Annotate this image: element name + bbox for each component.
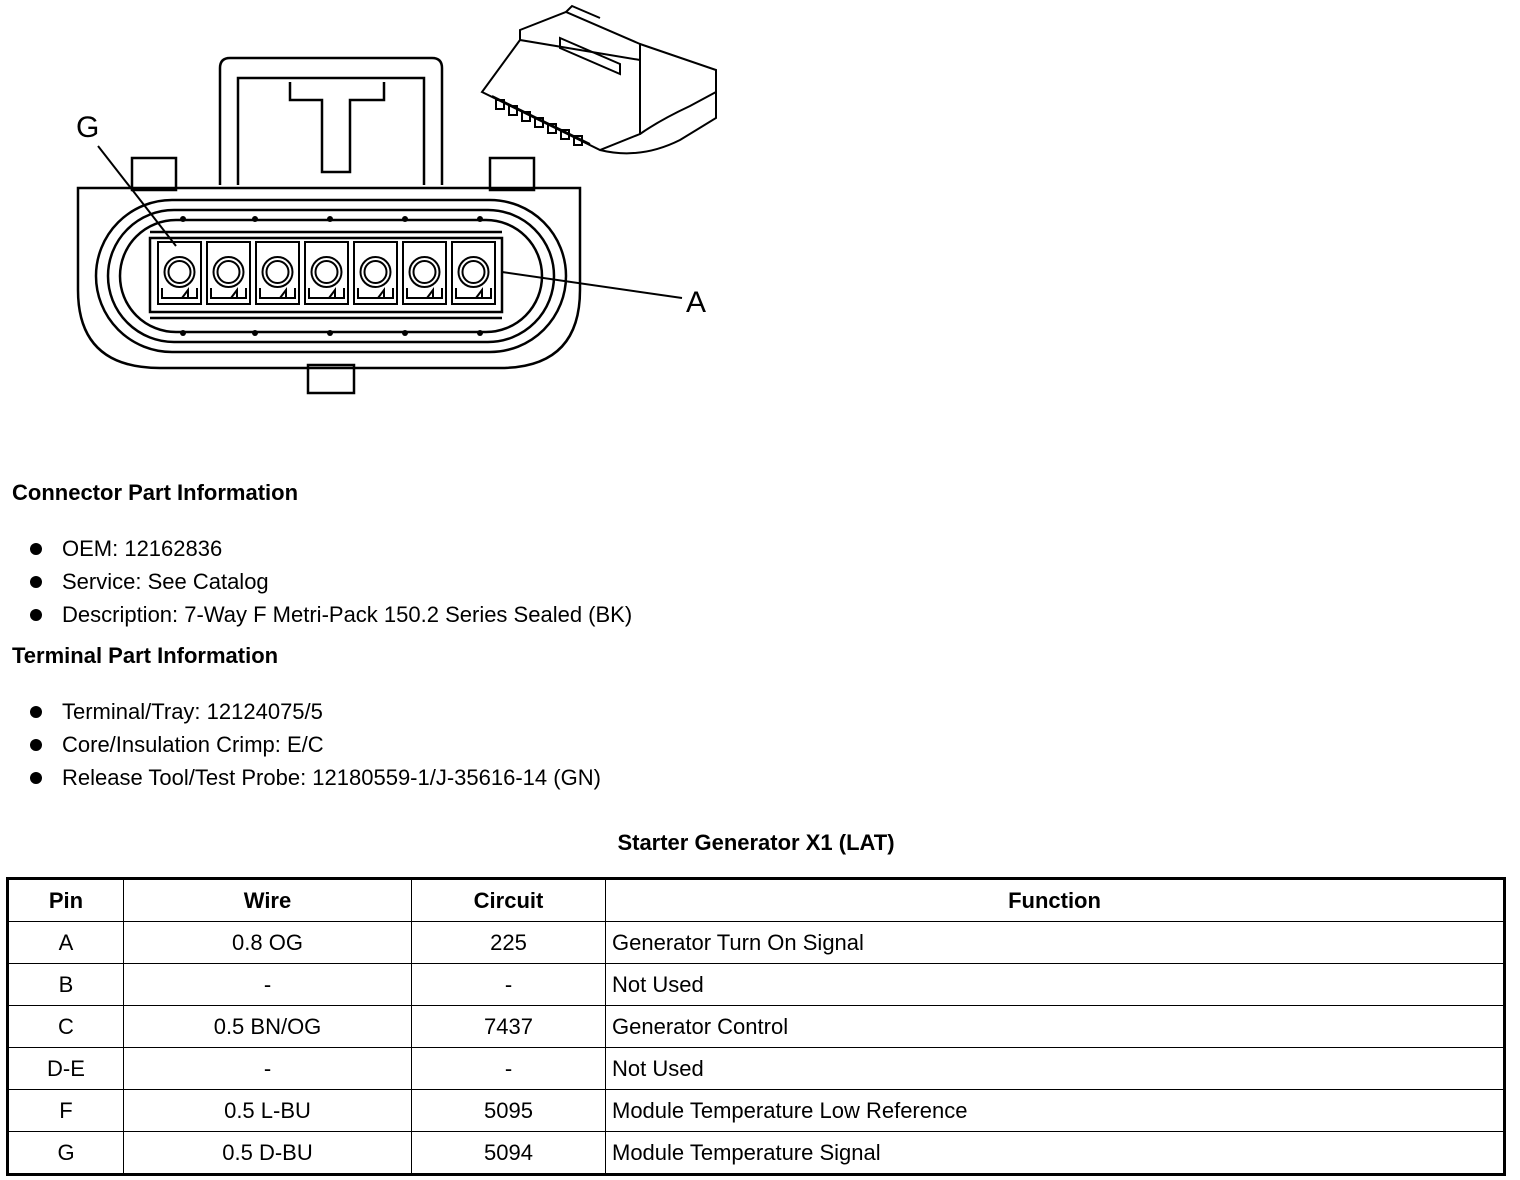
housing-dot [252, 330, 258, 336]
terminal-cavity [354, 242, 397, 304]
terminal-cavity [207, 242, 250, 304]
cell-function: Not Used [606, 1048, 1505, 1090]
cell-circuit: - [412, 964, 606, 1006]
connector-info-list [30, 532, 632, 631]
cell-function: Not Used [606, 964, 1505, 1006]
pin-label-g: G [76, 111, 100, 144]
cell-wire: - [124, 964, 412, 1006]
list-item: Release Tool/Test Probe: 12180559-1/J-35616-14 (GN) [30, 761, 601, 794]
housing-dot [252, 216, 258, 222]
table-row [8, 1132, 1505, 1175]
connector-perspective-icon [482, 6, 716, 153]
terminal-info-list [30, 695, 601, 794]
cell-circuit: 5095 [412, 1090, 606, 1132]
cell-pin: B [8, 964, 124, 1006]
list-item: Description: 7-Way F Metri-Pack 150.2 Series Sealed (BK) [30, 598, 632, 631]
cell-pin: C [8, 1006, 124, 1048]
cell-circuit: 5094 [412, 1132, 606, 1175]
terminal-cavity [452, 242, 495, 304]
housing-dot [180, 330, 186, 336]
housing-dot [180, 216, 186, 222]
header-function: Function [606, 879, 1505, 922]
cell-wire: 0.5 D-BU [124, 1132, 412, 1175]
cell-function: Module Temperature Signal [606, 1132, 1505, 1175]
table-row [8, 922, 1505, 964]
table-header-row [8, 879, 1505, 922]
housing-dot [327, 330, 333, 336]
terminal-cavity [403, 242, 446, 304]
cell-wire: 0.5 BN/OG [124, 1006, 412, 1048]
terminal-cavity [158, 242, 201, 304]
cell-wire: 0.8 OG [124, 922, 412, 964]
header-pin: Pin [8, 879, 124, 922]
cell-pin: G [8, 1132, 124, 1175]
cell-circuit: 7437 [412, 1006, 606, 1048]
terminal-info-title: Terminal Part Information [12, 643, 279, 668]
header-circuit: Circuit [412, 879, 606, 922]
housing-dot [327, 216, 333, 222]
connector-info-title: Connector Part Information [12, 480, 299, 505]
cell-wire: - [124, 1048, 412, 1090]
cell-circuit: 225 [412, 922, 606, 964]
table-title: Starter Generator X1 (LAT) [617, 830, 895, 855]
table-row [8, 1006, 1505, 1048]
terminal-cavity [256, 242, 299, 304]
connector-diagram [0, 0, 760, 410]
cell-pin: D-E [8, 1048, 124, 1090]
header-wire: Wire [124, 879, 412, 922]
cell-pin: A [8, 922, 124, 964]
housing-dot [402, 330, 408, 336]
cell-pin: F [8, 1090, 124, 1132]
list-item: OEM: 12162836 [30, 532, 632, 565]
cell-function: Generator Control [606, 1006, 1505, 1048]
table-row [8, 1090, 1505, 1132]
housing-dot [477, 330, 483, 336]
list-item: Terminal/Tray: 12124075/5 [30, 695, 601, 728]
list-item: Service: See Catalog [30, 565, 632, 598]
cell-function: Generator Turn On Signal [606, 922, 1505, 964]
table-row [8, 964, 1505, 1006]
pin-label-a: A [686, 286, 707, 319]
housing-dot [402, 216, 408, 222]
list-item: Core/Insulation Crimp: E/C [30, 728, 601, 761]
table-row [8, 1048, 1505, 1090]
housing-dot [477, 216, 483, 222]
pinout-table [6, 877, 1506, 1176]
cell-circuit: - [412, 1048, 606, 1090]
cell-function: Module Temperature Low Reference [606, 1090, 1505, 1132]
terminal-cavity [305, 242, 348, 304]
cell-wire: 0.5 L-BU [124, 1090, 412, 1132]
